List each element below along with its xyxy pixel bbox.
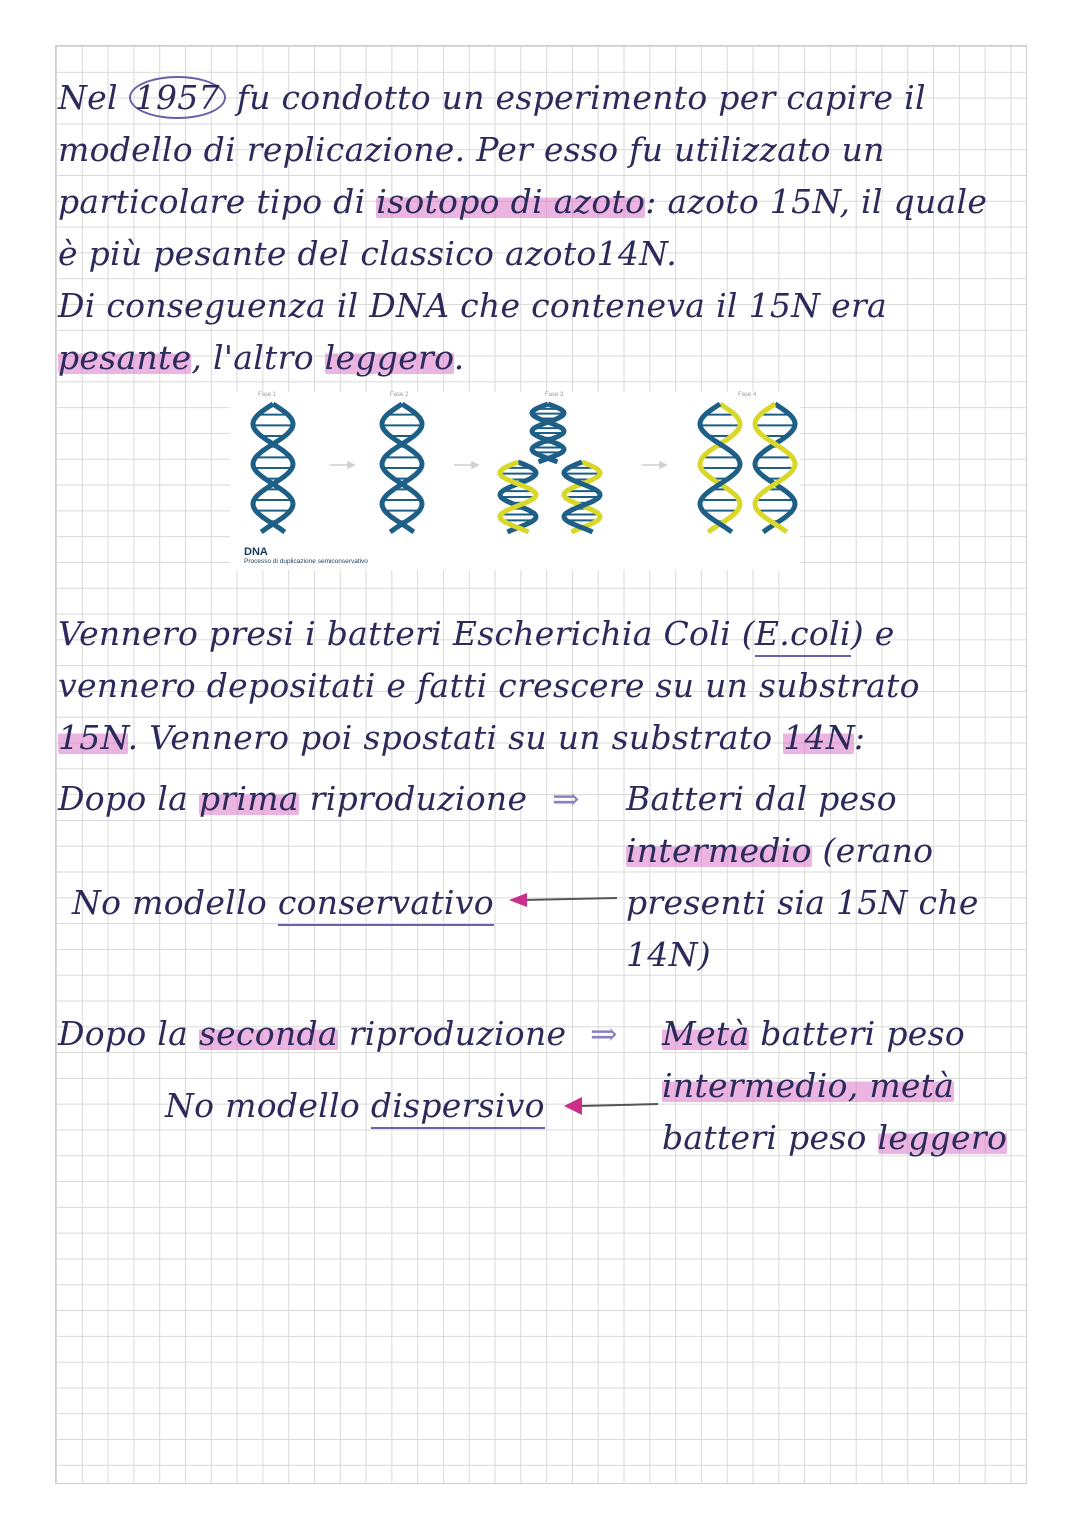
text: fu condotto un esperimento per capire il — [225, 78, 926, 117]
text: 14N) — [626, 935, 711, 974]
text: : azoto 15N, il quale — [645, 182, 988, 221]
underlined-text: dispersivo — [371, 1086, 545, 1129]
step2-result-line — [662, 1064, 954, 1108]
text: . — [453, 338, 465, 377]
text: riproduzione — [298, 779, 528, 818]
dna-replication-figure — [230, 392, 800, 570]
highlighted-text: pesante — [58, 338, 192, 377]
text-line — [58, 336, 464, 380]
text-line — [58, 284, 887, 328]
highlighted-text: seconda — [198, 1014, 338, 1053]
text-line — [58, 664, 920, 708]
text: riproduzione — [337, 1014, 567, 1053]
phase-label: Fase 1 — [258, 392, 277, 398]
step1-result-line — [626, 933, 711, 977]
phase-label: Fase 4 — [738, 392, 757, 398]
text: Vennero presi i batteri Escherichia Coli ( — [58, 614, 755, 653]
text-line — [58, 76, 926, 120]
left-arrow-icon — [505, 890, 620, 910]
step1-result-line — [626, 829, 933, 873]
step1-result-line — [626, 777, 897, 821]
step2-left — [58, 1012, 566, 1056]
text: modello di replicazione. Per esso fu utilizzato un — [58, 130, 885, 169]
text: è più pesante del classico azoto14N. — [58, 234, 678, 273]
step2-conclusion — [165, 1084, 545, 1128]
highlighted-text: leggero — [324, 338, 454, 377]
dna-helix — [382, 404, 422, 532]
highlighted-text: intermedio, metà — [662, 1066, 955, 1105]
text: : — [853, 718, 866, 757]
text-line — [58, 232, 677, 276]
implies-arrow-icon: ⇒ — [552, 779, 580, 818]
text: Batteri dal peso — [626, 779, 897, 818]
dna-helix — [564, 462, 600, 532]
highlighted-text: isotopo di azoto — [376, 182, 646, 221]
underlined-text: conservativo — [278, 883, 494, 926]
highlighted-text: leggero — [877, 1118, 1008, 1157]
text: , l'altro — [191, 338, 325, 377]
text: Nel — [58, 78, 129, 117]
figure-subtitle: Processo di duplicazione semiconservativo — [244, 558, 368, 565]
text: No modello — [165, 1086, 371, 1125]
text: No modello — [72, 883, 278, 922]
text-line — [58, 716, 865, 760]
underlined-text: E.coli — [755, 614, 851, 657]
left-arrow-icon — [560, 1094, 660, 1118]
highlighted-text: 14N — [783, 718, 854, 757]
text-line — [58, 612, 895, 656]
highlighted-text: prima — [198, 779, 299, 818]
dna-helix-illustration — [230, 392, 800, 542]
text-line — [58, 128, 885, 172]
step1-result-line — [626, 881, 979, 925]
text: (erano — [811, 831, 934, 870]
figure-title: DNA — [244, 546, 268, 558]
text: particolare tipo di — [58, 182, 377, 221]
dna-helix — [500, 462, 536, 532]
text: ) e — [850, 614, 895, 653]
phase-label: Fase 3 — [545, 392, 564, 398]
highlighted-text: Metà — [662, 1014, 750, 1053]
step1-left — [58, 777, 527, 821]
text: vennero depositati e fatti crescere su un substrato — [58, 666, 920, 705]
text: presenti sia 15N che — [626, 883, 979, 922]
dna-helix — [532, 404, 564, 462]
dna-helix — [755, 404, 795, 532]
phase-label: Fase 2 — [390, 392, 409, 398]
step2-result-line — [662, 1012, 965, 1056]
step2-result-line — [662, 1116, 1007, 1160]
text-line — [58, 180, 987, 224]
text: batteri peso — [749, 1014, 965, 1053]
text: . Vennero poi spostati su un substrato — [127, 718, 784, 757]
step1-conclusion — [72, 881, 494, 925]
text: Dopo la — [58, 779, 199, 818]
highlighted-text: 15N — [58, 718, 128, 757]
highlighted-text: intermedio — [626, 831, 812, 870]
circled-year: 1957 — [129, 76, 226, 119]
text: Dopo la — [58, 1014, 199, 1053]
implies-arrow-icon: ⇒ — [590, 1014, 618, 1053]
dna-helix — [253, 404, 293, 532]
dna-helix — [700, 404, 740, 532]
text: batteri peso — [662, 1118, 878, 1157]
text: Di conseguenza il DNA che conteneva il 15N era — [58, 286, 888, 325]
